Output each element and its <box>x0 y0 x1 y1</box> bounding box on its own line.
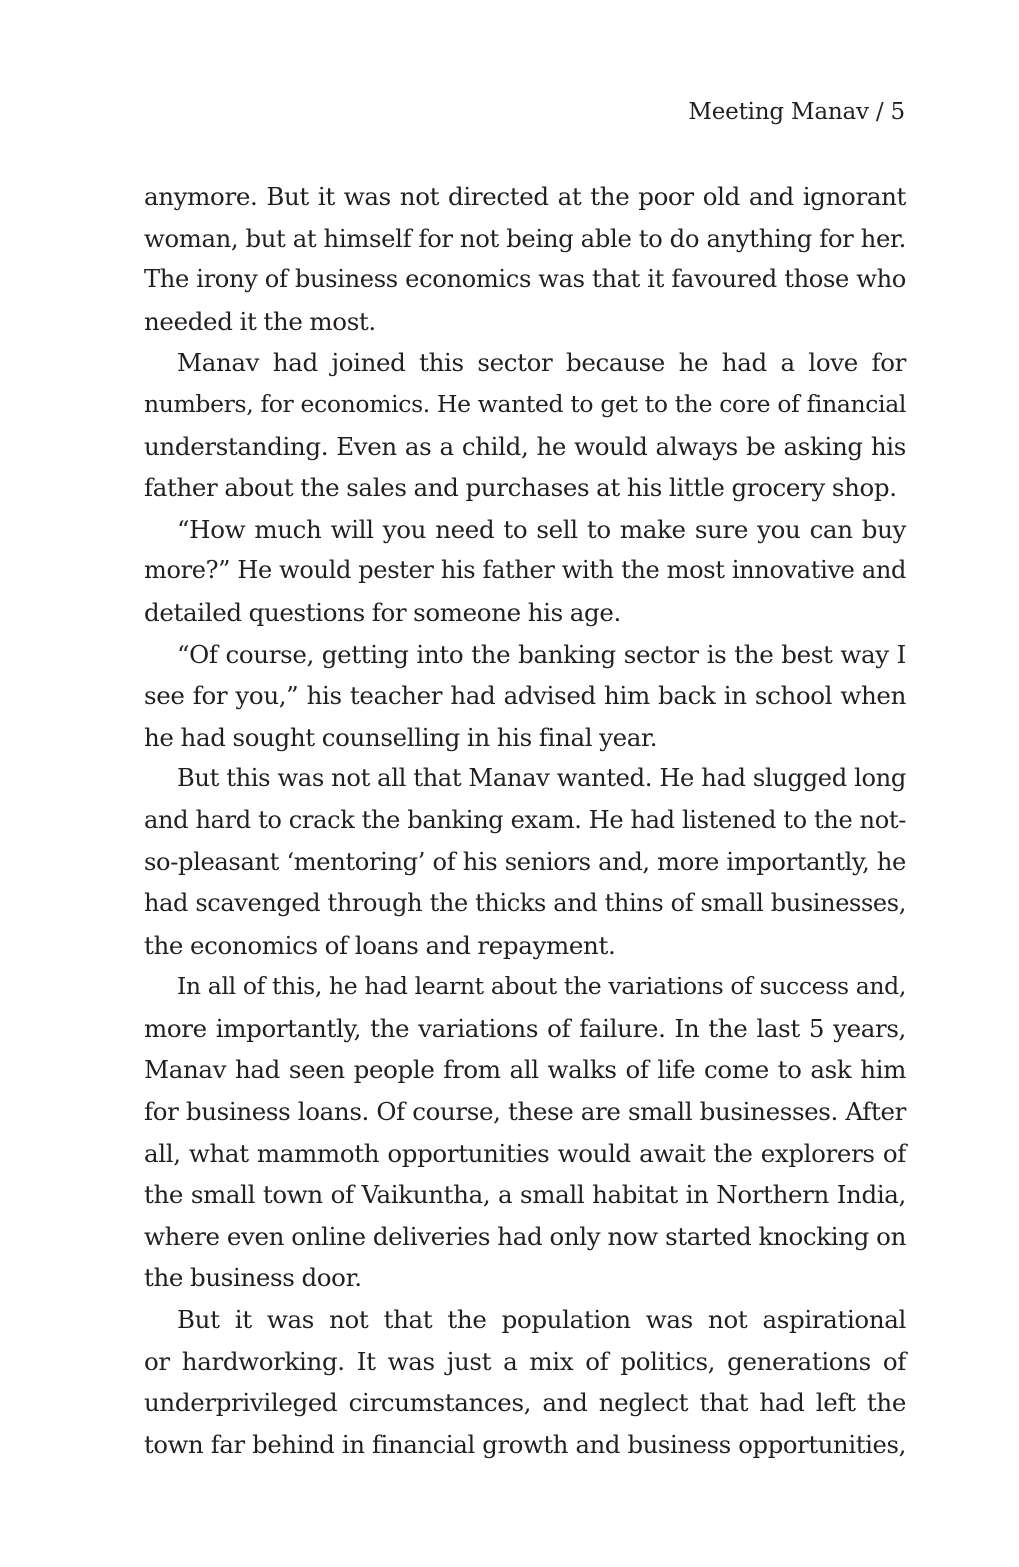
paragraph <box>144 634 906 759</box>
text-line: father about the sales and purchases at his little grocery shop. <box>144 473 897 503</box>
text-line: where even online deliveries had only now started knocking on <box>144 1221 906 1251</box>
text-line: more importantly, the variations of failure. In the last 5 years, <box>144 1013 906 1043</box>
text-line: But it was not that the population was not aspirational <box>177 1305 906 1335</box>
text-line: Manav had joined this sector because he had a love for <box>177 348 906 378</box>
running-head: Meeting Manav / 5 <box>688 99 905 125</box>
text-line: and hard to crack the banking exam. He had listened to the not- <box>144 805 906 834</box>
text-line: town far behind in financial growth and business opportunities, <box>144 1429 906 1459</box>
text-line: underprivileged circumstances, and neglect that had left the <box>144 1388 906 1418</box>
text-line: But this was not all that Manav wanted. He had slugged long <box>177 764 906 793</box>
paragraph <box>144 966 906 1299</box>
paragraph <box>144 758 906 966</box>
text-line: “How much will you need to sell to make sure you can buy <box>177 514 906 544</box>
paragraph <box>144 176 906 342</box>
text-line: more?” He would pester his father with the most innovative and <box>144 556 906 585</box>
paragraph <box>144 1299 906 1465</box>
text-line: understanding. Even as a child, he would always be asking his <box>144 431 906 461</box>
paragraph <box>144 509 906 634</box>
paragraph <box>144 342 906 508</box>
text-line: see for you,” his teacher had advised him back in school when <box>144 681 906 711</box>
text-line: anymore. But it was not directed at the poor old and ignorant <box>144 182 906 211</box>
text-line: the small town of Vaikuntha, a small habitat in Northern India, <box>144 1180 906 1210</box>
text-line: “Of course, getting into the banking sector is the best way I <box>177 639 906 669</box>
text-line: needed it the most. <box>144 306 376 336</box>
text-line: detailed questions for someone his age. <box>144 597 621 627</box>
text-line: In all of this, he had learnt about the variations of success and, <box>177 972 906 1001</box>
body-text <box>144 176 906 1465</box>
text-line: for business loans. Of course, these are small businesses. After <box>144 1097 906 1127</box>
text-line: so-pleasant ‘mentoring’ of his seniors and, more importantly, he <box>144 847 906 876</box>
text-line: all, what mammoth opportunities would await the explorers of <box>144 1138 906 1168</box>
text-line: or hardworking. It was just a mix of politics, generations of <box>144 1346 906 1376</box>
text-line: woman, but at himself for not being able to do anything for her. <box>144 223 906 253</box>
text-line: the business door. <box>144 1263 362 1293</box>
text-line: had scavenged through the thicks and thins of small businesses, <box>144 889 906 918</box>
text-line: The irony of business economics was that it favoured those who <box>144 265 906 294</box>
text-line: numbers, for economics. He wanted to get to the core of financial <box>144 389 906 418</box>
text-line: the economics of loans and repayment. <box>144 930 616 960</box>
text-line: he had sought counselling in his final year. <box>144 722 658 752</box>
text-line: Manav had seen people from all walks of life come to ask him <box>144 1055 906 1085</box>
